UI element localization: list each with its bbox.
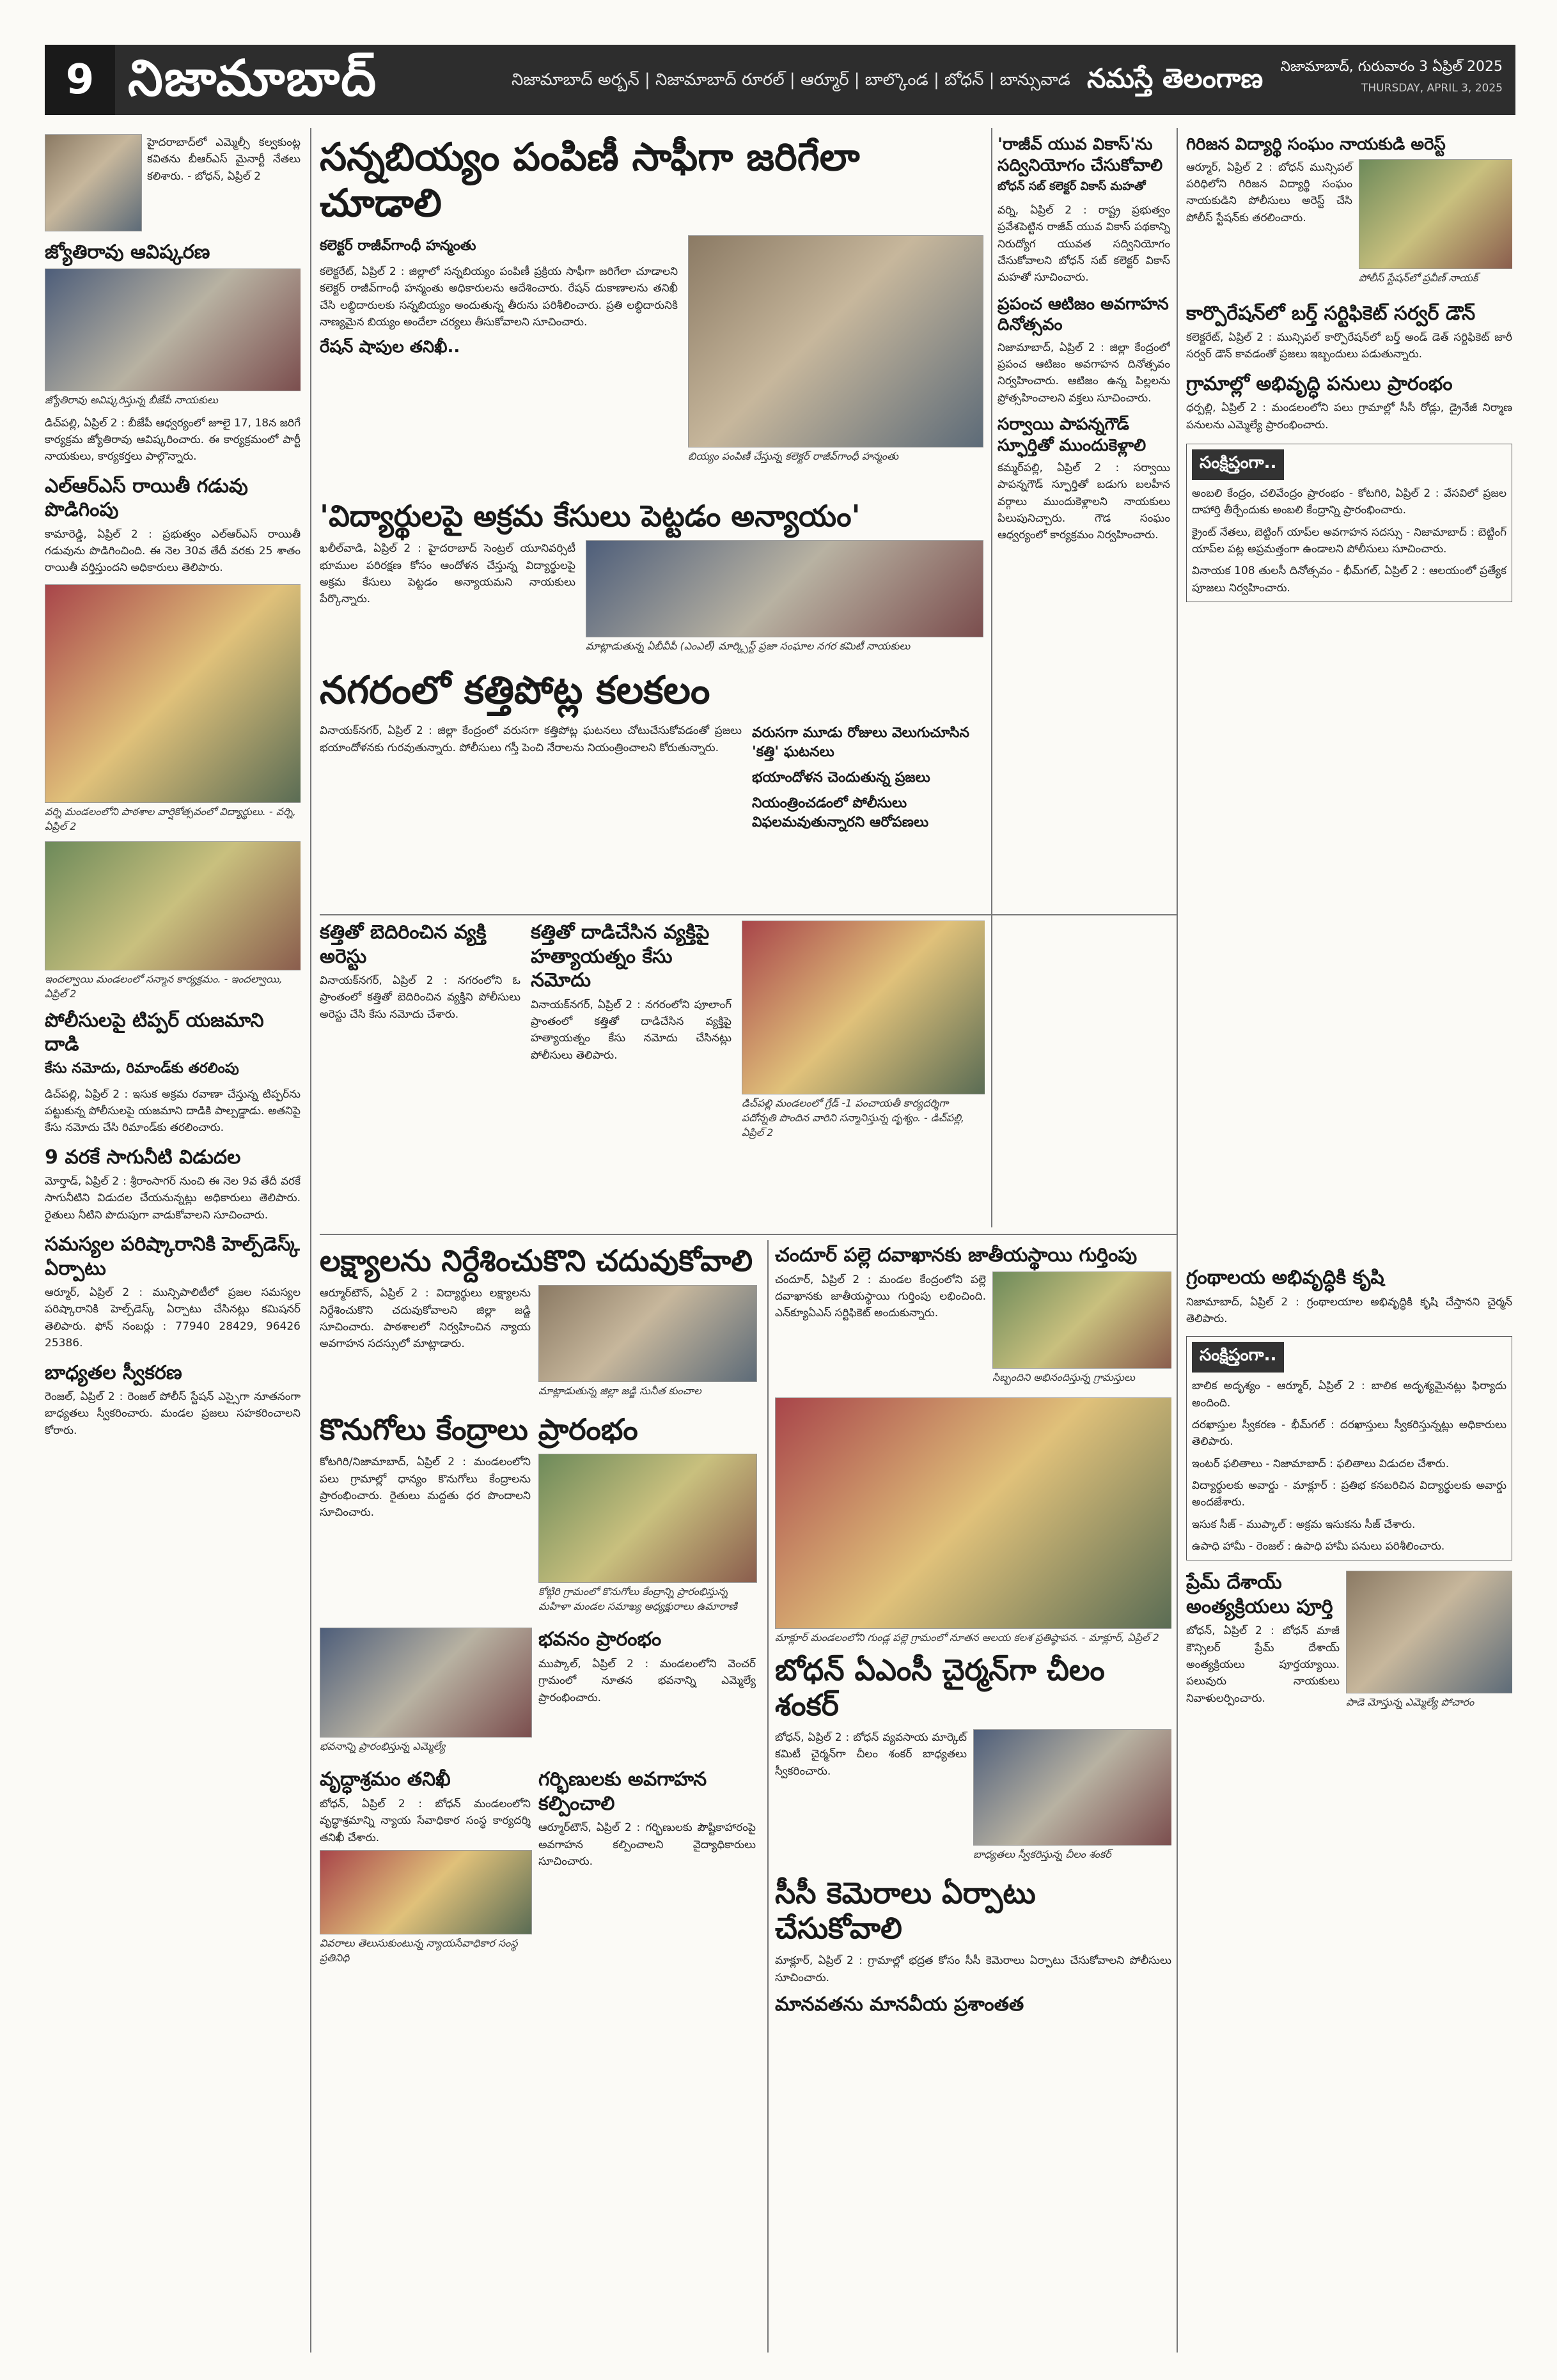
column-rule [1177, 128, 1178, 2353]
photo [45, 584, 301, 803]
article-body: కలెక్టరేట్, ఏప్రిల్ 2 : జిల్లాలో సన్నబియ్యం పంపిణీ ప్రక్రియ సాఫీగా జరిగేలా చూడాలని కలెక్టర్ రాజీవ్‌గాంధీ హన్మంతు అధికారులను ఆదేశించారు. రేషన్ దుకాణాలను తనిఖీ చేసి లబ్ధిదారులకు సన్నబియ్యం అందుతున్న తీరును పరిశీలించారు. ప్రతి లబ్ధిదారునికి నాణ్యమైన బియ్యం అందేలా చర్యలు తీసుకోవాలని సూచించారు. [320, 265, 678, 329]
lead-story [320, 134, 985, 492]
right-column [1186, 134, 1512, 1253]
photo [1359, 159, 1512, 269]
photo [320, 1850, 532, 1934]
article-title: వృద్ధాశ్రమం తనిఖీ [320, 1768, 451, 1791]
article-title: జ్యోతిరావు ఆవిష్కరణ [45, 241, 210, 263]
brief-item: బాలిక అదృశ్యం - ఆర్మూర్, ఏప్రిల్ 2 : బాలిక అదృశ్యమైనట్లు ఫిర్యాదు అందింది. [1192, 1380, 1506, 1410]
photo-caption: బాధ్యతలు స్వీకరిస్తున్న చీలం శంకర్ [973, 1847, 1111, 1860]
article-title: గ్రామాల్లో అభివృద్ధి పనులు ప్రారంభం [1186, 372, 1453, 395]
briefs-title: సంక్షిప్తంగా.. [1192, 449, 1284, 480]
article-title: భవనం ప్రారంభం [538, 1628, 662, 1651]
briefs-title: సంక్షిప్తంగా.. [1192, 1342, 1284, 1373]
photo [775, 1397, 1171, 1629]
article-body: బోధన్, ఏప్రిల్ 2 : బోధన్ మండలంలోని వృద్ధాశ్రమాన్ని న్యాయ సేవాధికార సంస్థ కార్యదర్శి తనిఖీ చేశారు. [320, 1797, 531, 1844]
photo [1346, 1571, 1512, 1693]
article-title: 9 వరకే సాగునీటి విడుదల [45, 1146, 241, 1169]
photo [538, 1285, 757, 1382]
article-title: బాధ్యతల స్వీకరణ [45, 1361, 182, 1384]
article-title: గిరిజన విద్యార్థి సంఘం నాయకుడి అరెస్ట్ [1186, 135, 1446, 154]
article-subhead: రేషన్ షాపుల తనిఖీ.. [320, 338, 460, 357]
article-title: ప్రేమ్ దేశాయ్ అంత్యక్రియలు పూర్తి [1186, 1571, 1333, 1618]
article-title: సమస్యల పరిష్కారానికి హెల్ప్‌డెస్క్ ఏర్పాటు [45, 1233, 300, 1280]
photo [45, 841, 301, 970]
lower-center [775, 1243, 1171, 2349]
photo-caption: మాట్లాడుతున్న ఏబీవీపీ (ఎంఎల్) మార్క్సిస్ట్ ప్రజా సంఘాల నగర కమిటీ నాయకులు [586, 640, 911, 653]
article-body: కామారెడ్డి, ఏప్రిల్ 2 : ప్రభుత్వం ఎల్‌ఆర్‌ఎస్ రాయితీ గడువును పొడిగించింది. ఈ నెల 30వ తేదీ వరకు 25 శాతం రాయితీ వర్తిస్తుందని అధికారులు తెలిపారు. [45, 527, 301, 575]
briefs-box [1186, 444, 1512, 602]
photo-caption: బియ్యం పంపిణీ చేస్తున్న కలెక్టర్ రాజీవ్‌గాంధీ హన్మంతు [688, 450, 898, 462]
column-rule [310, 128, 311, 2353]
lead-headline: సన్నబియ్యం పంపిణీ సాఫీగా జరిగేలా చూడాలి [320, 135, 860, 226]
article-title: కత్తితో బెదిరించిన వ్యక్తి అరెస్టు [320, 921, 487, 968]
brief-item: ఇంటర్ ఫలితాలు - నిజామాబాద్ : ఫలితాలు విడుదల చేశారు. [1192, 1457, 1450, 1470]
article-body: కమ్మర్‌పల్లి, ఏప్రిల్ 2 : సర్వాయి పాపన్నగౌడ్ స్ఫూర్తితో బడుగు బలహీన వర్గాలు ముందుకెళ్లాలని నాయకులు పిలుపునిచ్చారు. గౌడ సంఘం ఆధ్వర్యంలో కార్యక్రమం నిర్వహించారు. [998, 462, 1170, 542]
photo-caption: కోట్గిరి గ్రామంలో కొనుగోలు కేంద్రాన్ని ప్రారంభిస్తున్న మహిళా మండల సమాఖ్య అధ్యక్షురాలు ఉమారాణి [538, 1585, 737, 1613]
briefs-box [1186, 1336, 1512, 1560]
article-headline: నగరంలో కత్తిపోట్ల కలకలం [320, 668, 710, 713]
photo-caption: మాక్లూర్ మండలంలోని గుండ్ల పల్లె గ్రామంలో నూతన ఆలయ కలశ ప్రతిష్ఠాపన. - మాక్లూర్, ఏప్రిల్ 2 [775, 1631, 1159, 1644]
photo [538, 1454, 757, 1583]
left-column [45, 134, 301, 2353]
article-body: వర్ని, ఏప్రిల్ 2 : రాష్ట్ర ప్రభుత్వం ప్రవేశపెట్టిన రాజీవ్ యువ వికాస్ పథకాన్ని నిరుద్యోగ యువత సద్వినియోగం చేసుకోవాలని బోధన్ సబ్ కలెక్టర్ వికాస్ మహతో సూచించారు. [998, 204, 1170, 284]
brief-item: అంబలి కేంద్రం, చలివేంద్రం ప్రారంభం - కోటగిరి, ఏప్రిల్ 2 : వేసవిలో ప్రజల దాహార్తి తీర్చేందుకు అంబలి కేంద్రాన్ని ప్రారంభించారు. [1192, 486, 1506, 517]
article-body: బోధన్, ఏప్రిల్ 2 : బోధన్ మాజీ కౌన్సిలర్ ప్రేమ్ దేశాయ్ అంత్యక్రియలు పూర్తయ్యాయి. పలువురు నాయకులు నివాళులర్పించారు. [1186, 1624, 1340, 1705]
photo [992, 1272, 1171, 1369]
brief-item: దరఖాస్తుల స్వీకరణ - భీమ్‌గల్ : దరఖాస్తులు స్వీకరిస్తున్నట్లు అధికారులు తెలిపారు. [1192, 1418, 1506, 1449]
edition-sections: నిజామాబాద్ అర్బన్ | నిజామాబాద్ రూరల్ | ఆర్మూర్ | బాల్కొండ | బోధన్ | బాన్సువాడ [512, 70, 1070, 89]
lower-right [1186, 1266, 1512, 2353]
article-body: ఖలీల్‌వాడి, ఏప్రిల్ 2 : హైదరాబాద్ సెంట్రల్ యూనివర్సిటీ భూముల పరిరక్షణ కోసం ఆందోళన చేస్తున్న విద్యార్థులపై అక్రమ కేసులు పెట్టడం అన్యాయమని నాయకులు పేర్కొన్నారు. [320, 542, 575, 606]
article-body: కోటగిరి/నిజామాబాద్, ఏప్రిల్ 2 : మండలంలోని పలు గ్రామాల్లో ధాన్యం కొనుగోలు కేంద్రాలను ప్రారంభించారు. రైతులు మద్దతు ధర పొందాలని సూచించారు. [320, 1456, 531, 1520]
brief-item: వినాయక 108 తులసీ దినోత్సవం - భీమ్‌గల్, ఏప్రిల్ 2 : ఆలయంలో ప్రత్యేక పూజలు నిర్వహించారు. [1192, 564, 1506, 595]
article-title: కత్తితో దాడిచేసిన వ్యక్తిపై హత్యాయత్నం కేసు నమోదు [531, 921, 710, 992]
article-body: కలెక్టరేట్, ఏప్రిల్ 2 : మున్సిపల్ కార్పొరేషన్‌లో బర్త్ అండ్ డెత్ సర్టిఫికెట్ జారీ సర్వర్ డౌన్ కావడంతో ప్రజలు ఇబ్బందులు పడుతున్నారు. [1186, 331, 1512, 361]
article-body: రెంజల్, ఏప్రిల్ 2 : రెంజల్ పోలీస్ స్టేషన్ ఎస్సైగా నూతనంగా బాధ్యతలు స్వీకరించారు. మండల ప్రజలు సహకరించాలని కోరారు. [45, 1390, 301, 1437]
article-title: మానవతను మానవీయ ప్రశాంతత [775, 1993, 1024, 2016]
photo-caption: భవనాన్ని ప్రారంభిస్తున్న ఎమ్మెల్యే [320, 1740, 446, 1753]
article-body: చందూర్, ఏప్రిల్ 2 : మండల కేంద్రంలోని పల్లె దవాఖానకు జాతీయస్థాయి గుర్తింపు లభించింది. ఎన్‌క్యూఏఎస్ సర్టిఫికెట్ అందుకున్నారు. [775, 1273, 986, 1320]
article-body: నిజామాబాద్, ఏప్రిల్ 2 : గ్రంథాలయాల అభివృద్ధికి కృషి చేస్తానని చైర్మన్ తెలిపారు. [1186, 1295, 1512, 1325]
date-english: THURSDAY, APRIL 3, 2025 [1361, 82, 1503, 95]
photo [320, 1628, 532, 1738]
article-title: ఎల్‌ఆర్‌ఎస్ రాయితీ గడువు పొడిగింపు [45, 474, 248, 522]
photo-caption: ఇందల్వాయి మండలంలో సన్మాన కార్యక్రమం. - ఇందల్వాయి, ఏప్రిల్ 2 [45, 972, 283, 1000]
photo-caption: వివరాలు తెలుసుకుంటున్న న్యాయసేవాధికార సంస్థ ప్రతినిధి [320, 1936, 518, 1964]
article-body: వినాయక్‌నగర్, ఏప్రిల్ 2 : నగరంలోని ఓ ప్రాంతంలో కత్తితో బెదిరించిన వ్యక్తిని పోలీసులు అరెస్టు చేసి కేసు నమోదు చేశారు. [320, 974, 520, 1021]
photo-caption: పాడె మోస్తున్న ఎమ్మెల్యే పోచారం [1346, 1696, 1475, 1709]
edition-title: నిజామాబాద్ [128, 50, 378, 107]
article-body: వినాయక్‌నగర్, ఏప్రిల్ 2 : జిల్లా కేంద్రంలో వరుసగా కత్తిపోట్ల ఘటనలు చోటుచేసుకోవడంతో ప్రజలు భయాందోళనకు గురవుతున్నారు. పోలీసులు గస్తీ పెంచి నేరాలను నియంత్రించాలని కోరుతున్నారు. [320, 724, 742, 754]
photo [742, 921, 985, 1094]
photo-caption: పోలీస్ స్టేషన్‌లో ప్రవీణ్ నాయక్ [1359, 271, 1478, 284]
center-right-column [998, 134, 1170, 1227]
photo [45, 134, 142, 231]
article-title: కొనుగోలు కేంద్రాలు ప్రారంభం [320, 1412, 638, 1447]
article-body: ముప్కాల్, ఏప్రిల్ 2 : మండలంలోని వెంచర్ గ్రామంలో నూతన భవనాన్ని ఎమ్మెల్యే ప్రారంభించారు. [538, 1657, 756, 1704]
mid-stories [320, 499, 985, 908]
crime-stories [320, 921, 985, 1227]
brief-item: విద్యార్థులకు అవార్డు - మాక్లూర్ : ప్రతిభ కనబరిచిన విద్యార్థులకు అవార్డు అందజేశారు. [1192, 1479, 1506, 1509]
article-body: ఆర్మూర్‌టౌన్, ఏప్రిల్ 2 : గర్భిణులకు పౌష్టికాహారంపై అవగాహన కల్పించాలని వైద్యాధికారులు సూచించారు. [538, 1821, 756, 1869]
brief-item: క్రైంట్ నేతలు, బెట్టింగ్ యాప్‌ల అవగాహన సదస్సు - నిజామాబాద్ : బెట్టింగ్ యాప్‌ల పట్ల అప్రమత్తంగా ఉండాలని పోలీసులు సూచించారు. [1192, 525, 1506, 556]
newspaper-brand: నమస్తే తెలంగాణ [1087, 63, 1264, 94]
article-body: ఆర్మూర్, ఏప్రిల్ 2 : బోధన్ మున్సిపల్ పరిధిలోని గిరిజన విద్యార్థి సంఘం నాయకుడిని పోలీసులు అరెస్ట్ చేసి పోలీస్ స్టేషన్‌కు తరలించారు. [1186, 160, 1352, 224]
article-bullet: కేసు నమోదు, రిమాండ్‌కు తరలింపు [45, 1060, 239, 1077]
article-body: బోధన్, ఏప్రిల్ 2 : బోధన్ వ్యవసాయ మార్కెట్ కమిటీ చైర్మన్‌గా చీలం శంకర్ బాధ్యతలు స్వీకరించారు. [775, 1731, 967, 1778]
article-title: బోధన్ ఏఎంసీ చైర్మన్‌గా చీలం శంకర్ [775, 1652, 1105, 1722]
article-bullet: కలెక్టర్ రాజీవ్‌గాంధీ హన్మంతు [320, 238, 476, 254]
article-body: డిచ్‌పల్లి, ఏప్రిల్ 2 : ఇసుక అక్రమ రవాణా చేస్తున్న టిప్పర్‌ను పట్టుకున్న పోలీసులపై యజమాని దాడికి పాల్పడ్డాడు. అతనిపై కేసు నమోదు చేసి రిమాండ్‌కు తరలించారు. [45, 1087, 301, 1135]
article-body: డిచ్‌పల్లి, ఏప్రిల్ 2 : బీజేపీ ఆధ్వర్యంలో జూలై 17, 18న జరిగే కార్యక్రమ జ్యోతిరావు ఆవిష్కరించారు. ఈ కార్యక్రమంలో పార్టీ నాయకులు, కార్యకర్తలు పాల్గొన్నారు. [45, 416, 301, 463]
article-body: ధర్పల్లి, ఏప్రిల్ 2 : మండలంలోని పలు గ్రామాల్లో సీసీ రోడ్లు, డ్రైనేజీ నిర్మాణ పనులను ఎమ్మెల్యే ప్రారంభించారు. [1186, 401, 1512, 432]
article-title: చందూర్ పల్లె దవాఖానకు జాతీయస్థాయి గుర్తింపు [775, 1244, 1138, 1266]
page-number: 9 [45, 45, 115, 115]
photo-caption: సిబ్బందిని అభినందిస్తున్న గ్రామస్తులు [992, 1371, 1135, 1383]
article-title: లక్ష్యాలను నిర్దేశించుకొని చదువుకోవాలి [320, 1243, 753, 1278]
issue-date [1281, 59, 1503, 95]
article-title: సర్వాయి పాపన్నగౌడ్ స్ఫూర్తితో ముందుకెళ్లాలి [998, 415, 1146, 455]
article-title: పోలీసులపై టిప్పర్ యజమాని దాడి [45, 1009, 264, 1056]
article-title: 'రాజీవ్ యువ వికాస్'ను సద్వినియోగం చేసుకోవాలి [998, 135, 1163, 175]
article-title: సీసీ కెమెరాలు ఏర్పాటు చేసుకోవాలి [775, 1875, 1036, 1946]
article-title: గ్రంథాలయ అభివృద్ధికి కృషి [1186, 1266, 1384, 1289]
date-telugu: నిజామాబాద్, గురువారం 3 ఏప్రిల్ 2025 [1280, 59, 1503, 75]
article-body: మాక్లూర్, ఏప్రిల్ 2 : గ్రామాల్లో భద్రత కోసం సీసీ కెమెరాలు ఏర్పాటు చేసుకోవాలని పోలీసులు సూచించారు. [775, 1954, 1171, 1984]
photo-caption: డిచ్‌పల్లి మండలంలో గ్రేడ్ -1 పంచాయతీ కార్యదర్శిగా పదోన్నతి పొందిన వారిని సన్మానిస్తున్న దృశ్యం. - డిచ్‌పల్లి, ఏప్రిల్ 2 [742, 1097, 965, 1139]
article-body: మోర్తాడ్, ఏప్రిల్ 2 : శ్రీరాంసాగర్ నుంచి ఈ నెల 9వ తేదీ వరకే సాగునీటిని విడుదల చేయనున్నట్లు అధికారులు తెలిపారు. రైతులు నీటిని పొదుపుగా వాడుకోవాలని సూచించారు. [45, 1175, 301, 1222]
article-body: ఆర్మూర్‌టౌన్, ఏప్రిల్ 2 : విద్యార్థులు లక్ష్యాలను నిర్దేశించుకొని చదువుకోవాలని జిల్లా జడ్జి సూచించారు. పాఠశాలలో నిర్వహించిన న్యాయ అవగాహన సదస్సులో మాట్లాడారు. [320, 1287, 531, 1351]
photo-caption: జ్యోతిరావు అవిష్కరిస్తున్న బీజేపీ నాయకులు [45, 393, 218, 406]
article-bullet: భయాందోళన చెందుతున్న ప్రజలు [752, 770, 930, 786]
article-title: 'విద్యార్థులపై అక్రమ కేసులు పెట్టడం అన్యాయం' [320, 499, 861, 533]
photo [586, 540, 983, 637]
column-rule [991, 128, 992, 1227]
photo-caption: వర్ని మండలంలోని పాఠశాల వార్షికోత్సవంలో విద్యార్థులు. - వర్ని, ఏప్రిల్ 2 [45, 805, 296, 832]
brief-item: ఇసుక సీజ్ - ముప్కాల్ : అక్రమ ఇసుకను సీజ్ చేశారు. [1192, 1518, 1416, 1531]
column-rule [767, 1240, 769, 2353]
masthead [45, 45, 1515, 115]
photo-caption: మాట్లాడుతున్న జిల్లా జడ్జి సునీత కుంచాల [538, 1385, 701, 1397]
article-title: కార్పొరేషన్‌లో బర్త్ సర్టిఫికెట్ సర్వర్ డౌన్ [1186, 302, 1476, 325]
article-title: గర్భిణులకు అవగాహన కల్పించాలి [538, 1768, 707, 1815]
article-bullet: వరుసగా మూడు రోజులు వెలుగుచూసిన 'కత్తి' ఘటనలు [752, 725, 969, 761]
article-body: ఆర్మూర్, ఏప్రిల్ 2 : మున్సిపాలిటీలో ప్రజల సమస్యల పరిష్కారానికి హెల్ప్‌డెస్క్ ఏర్పాటు చేసినట్లు కమిషనర్ తెలిపారు. ఫోన్ నంబర్లు : 77940 28429, 96426 25386. [45, 1286, 301, 1350]
article-body: హైదరాబాద్‌లో ఎమ్మెల్సీ కల్వకుంట్ల కవితను బీఆర్ఎస్ మైనార్టీ నేతలు కలిశారు. - బోధన్, ఏప్రిల్ 2 [147, 136, 301, 183]
article-body: వినాయక్‌నగర్, ఏప్రిల్ 2 : నగరంలోని పూలాంగ్ ప్రాంతంలో కత్తితో దాడిచేసిన వ్యక్తిపై హత్యాయత్నం కేసు నమోదు చేసినట్లు పోలీసులు తెలిపారు. [531, 998, 732, 1062]
photo [688, 235, 983, 447]
article-bullet: బోధన్ సబ్ కలెక్టర్ వికాస్ మహతో [998, 180, 1146, 193]
brief-item: ఉపాధి హామీ - రెంజల్ : ఉపాధి హామీ పనులు పరిశీలించారు. [1192, 1539, 1445, 1553]
article-body: నిజామాబాద్, ఏప్రిల్ 2 : జిల్లా కేంద్రంలో ప్రపంచ ఆటిజం అవగాహన దినోత్సవం నిర్వహించారు. ఆటిజం ఉన్న పిల్లలను ప్రోత్సహించాలని వక్తలు సూచించారు. [998, 341, 1170, 405]
photo [973, 1729, 1171, 1846]
article-title: ప్రపంచ ఆటిజం అవగాహన దినోత్సవం [998, 294, 1169, 335]
lower-left-center [320, 1243, 761, 2349]
row-rule [320, 1234, 1177, 1235]
photo [45, 268, 301, 391]
article-bullet: నియంత్రించడంలో పోలీసులు విఫలమవుతున్నారని ఆరోపణలు [752, 795, 929, 831]
